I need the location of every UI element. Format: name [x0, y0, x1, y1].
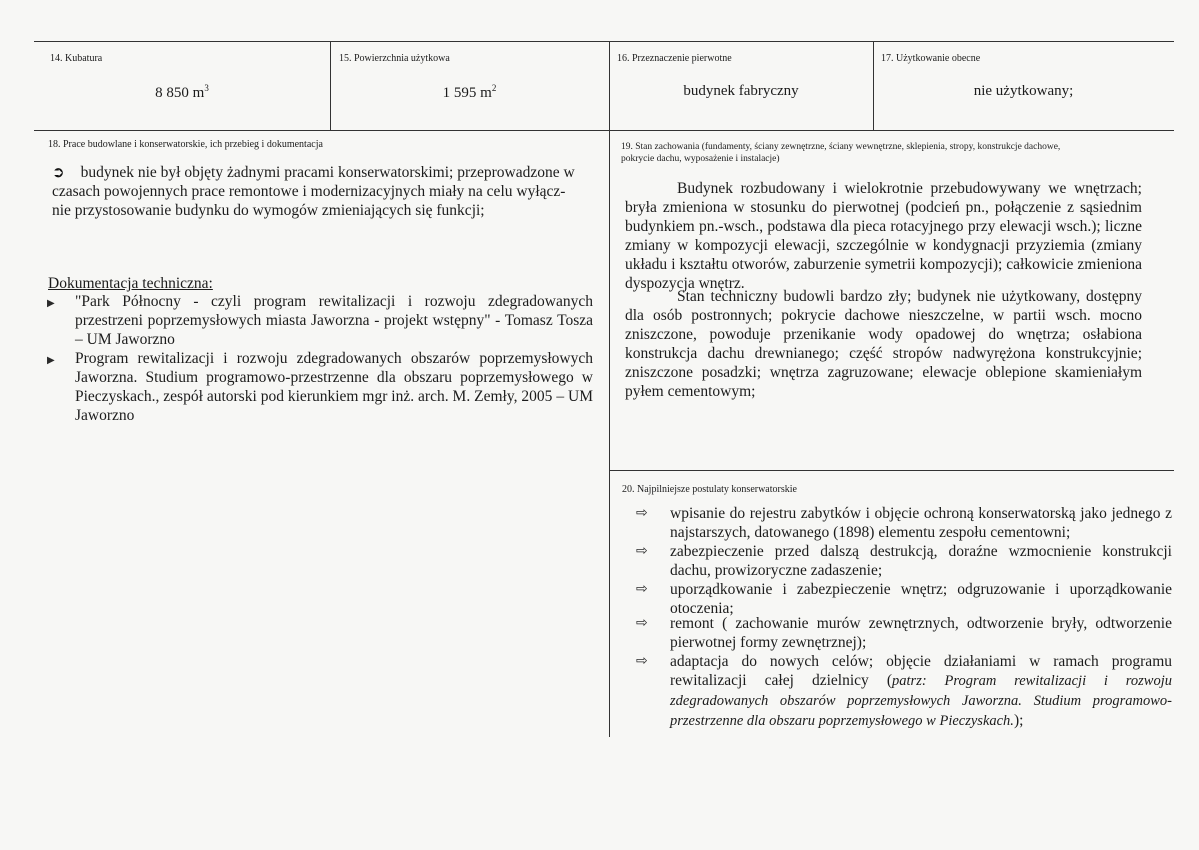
outline-right-arrow-icon: ⇨	[636, 505, 648, 521]
postulate-text-main: adaptacja do nowych celów; objęcie działaniami w ramach programu rewitalizacji całej dzielnicy (	[670, 653, 1172, 689]
field-15-unit-exponent: 2	[491, 83, 497, 93]
triangle-bullet-icon: ▶	[47, 355, 55, 366]
field-14-number: 8 850 m	[155, 85, 205, 101]
postulate-item	[636, 504, 1172, 542]
postulate-text	[670, 652, 1172, 731]
postulate-item	[636, 652, 1172, 731]
field-17-value: nie użytkowany;	[973, 83, 1074, 99]
doc-item	[47, 292, 593, 349]
field-18-label: 18. Prace budowlane i konserwatorskie, ich przebieg i dokumentacja	[48, 139, 323, 150]
col-divider-2	[609, 41, 610, 737]
section-divider	[609, 470, 1174, 471]
intro-line-3: nie przystosowanie budynku do wymogów zmieniających się funkcji;	[52, 202, 485, 219]
field-14-label: 14. Kubatura	[50, 53, 103, 64]
condition-paragraph-2: Stan techniczny budowli bardzo zły; budynek nie użytkowany, dostępny dla osób postronnych; pokrycie dachowe nieszczelne, w partii wsch. mocno zniszczone, powoduje przenikanie wody opadowej do wnętrza; osłabiona konstrukcja dachu drewnianego; część stropów nadwyrężona konstrukcyjnie; zniszczone posadzki; wnętrza zagruzowane; elewacje oblepione skamieniałym pyłem cementowym;	[625, 288, 1142, 400]
field-17-label: 17. Użytkowanie obecne	[881, 53, 981, 64]
postulate-text: zabezpieczenie przed dalszą destrukcją, doraźne wzmocnienie konstrukcji dachu, prowizoryczne zadaszenie;	[670, 543, 1172, 579]
field-15-value	[330, 83, 609, 102]
doc-item-text: Program rewitalizacji i rozwoju zdegradowanych obszarów poprzemysłowych Jaworzna. Studium programowo-przestrzenne dla obszaru poprzemysłowego w Pieczyskach., zespół autorski pod kierunkiem mgr inż. arch. M. Zemły, 2005 – UM Jaworzno	[75, 350, 593, 424]
postulate-text: uporządkowanie i zabezpieczenie wnętrz; odgruzowanie i uporządkowanie otoczenia;	[670, 581, 1172, 617]
postulate-item	[636, 580, 1172, 618]
field-14-value	[34, 83, 330, 102]
doc-item	[47, 349, 593, 425]
row-divider	[34, 130, 1174, 131]
field-19-label-line-2: pokrycie dachu, wyposażenie i instalacje)	[621, 154, 780, 164]
field-15-label: 15. Powierzchnia użytkowa	[339, 53, 450, 64]
outline-right-arrow-icon: ⇨	[636, 615, 648, 631]
top-border	[34, 41, 1174, 42]
triangle-bullet-icon: ▶	[47, 298, 55, 309]
outline-right-arrow-icon: ⇨	[636, 543, 648, 559]
field-19-label-line-1: 19. Stan zachowania (fundamenty, ściany zewnętrzne, ściany wewnętrzne, sklepienia, stropy, konstrukcje dachowe,	[621, 142, 1061, 152]
postulate-item	[636, 542, 1172, 580]
postulate-italic-reference: patrz: Program rewitalizacji i rozwoju zdegradowanych obszarów poprzemysłowych Jaworzna. Studium programowo-przestrzenne dla obszaru poprzemysłowego w Pieczyskach.	[670, 673, 1172, 729]
postulate-text: wpisanie do rejestru zabytków i objęcie ochroną konserwatorską jako jednego z najstarszych, datowanego (1898) elementu zespołu cementowni;	[670, 505, 1172, 541]
intro-line-1: ➲ budynek nie był objęty żadnymi pracami konserwatorskimi; przeprowadzone w	[52, 163, 575, 181]
outline-right-arrow-icon: ⇨	[636, 653, 648, 669]
postulate-text: remont ( zachowanie murów zewnętrznych, odtworzenie bryły, odtworzenie pierwotnej formy zewnętrznej);	[670, 615, 1172, 651]
doc-item-text: "Park Północny - czyli program rewitalizacji i rozwoju zdegradowanych przestrzeni poprzemysłowych miasta Jaworzna - projekt wstępny" - Tomasz Tosza – UM Jaworzno	[75, 293, 593, 348]
postulate-item	[636, 614, 1172, 652]
doc-heading: Dokumentacja techniczna:	[48, 275, 213, 292]
bold-right-arrow-icon: ➲	[52, 163, 65, 181]
intro-line-2: czasach powojennych prace remontowe i modernizacyjnych miały na celu wyłącz-	[52, 183, 566, 200]
condition-paragraph-1: Budynek rozbudowany i wielokrotnie przebudowywany we wnętrzach; bryła zmieniona w stosunku do pierwotnej (podcień pn., połączenie z sąsiednim budynkiem pn.-wsch., podstawa dla pieca rotacyjnego przy elewacji wsch.); liczne zmiany w kompozycji elewacji, szczególnie w kondygnacji przyziemia (zmiany układu i kształtu otworów, zaburzenie symetrii kompozycji); całkowicie zmieniona dyspozycja wnętrz.	[625, 180, 1142, 292]
field-15-number: 1 595 m	[442, 85, 492, 101]
outline-right-arrow-icon: ⇨	[636, 581, 648, 597]
field-18-intro	[52, 163, 600, 220]
field-20-label: 20. Najpilniejsze postulaty konserwatorskie	[622, 484, 797, 495]
field-14-unit-exponent: 3	[204, 83, 209, 93]
postulate-text-end: );	[1013, 712, 1024, 729]
field-16-value: budynek fabryczny	[683, 83, 799, 99]
field-16-label: 16. Przeznaczenie pierwotne	[617, 53, 732, 64]
